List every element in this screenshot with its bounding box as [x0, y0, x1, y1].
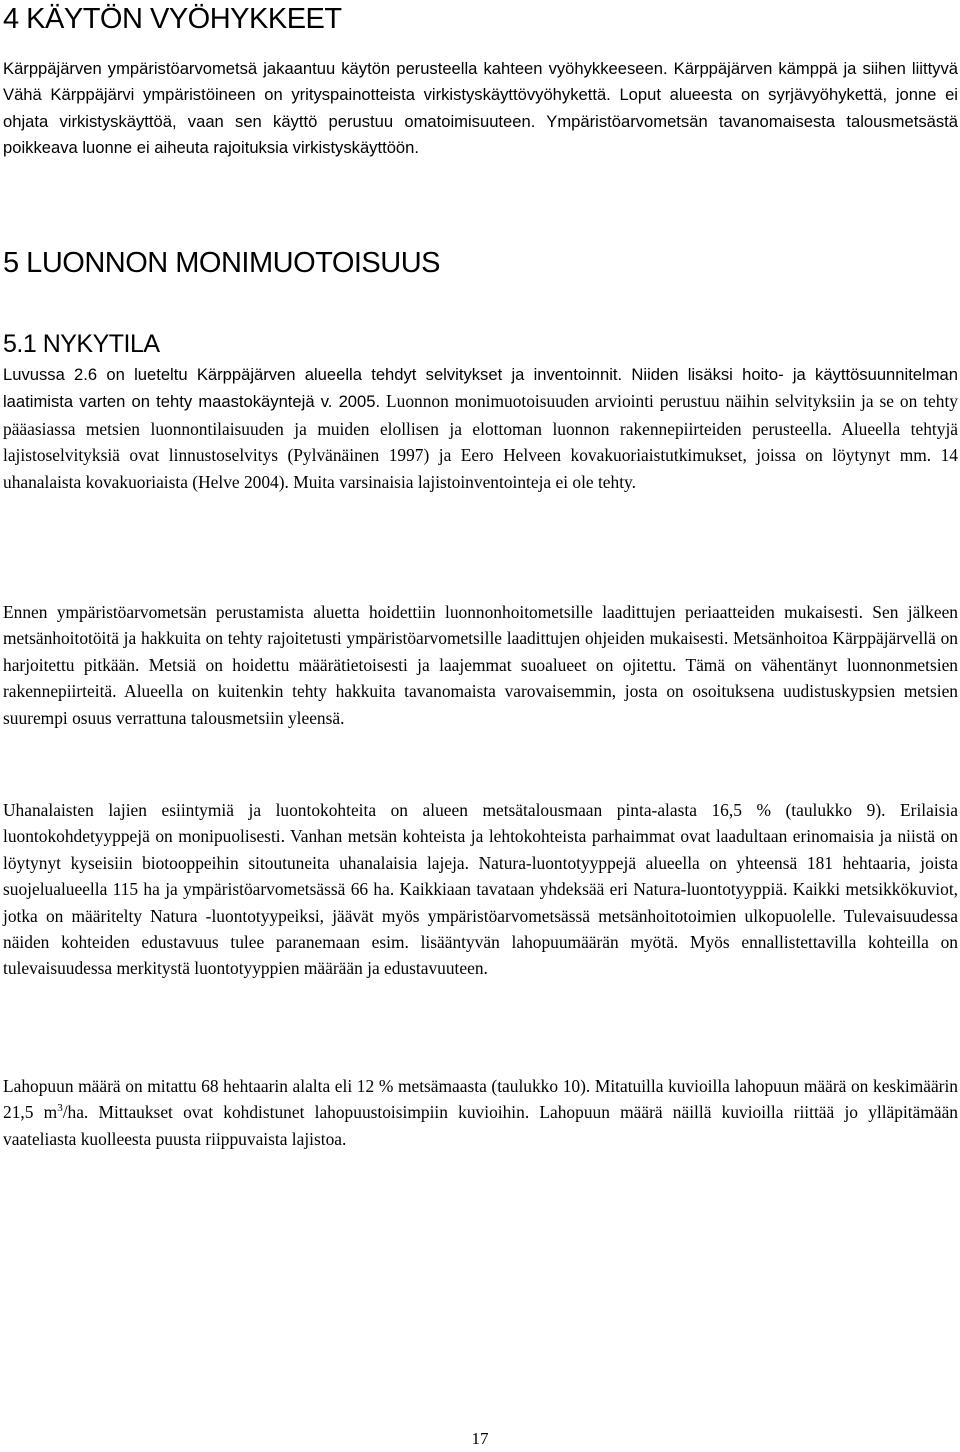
paragraph-3: Uhanalaisten lajien esiintymiä ja luontokohteita on alueen metsätalousmaan pinta-alasta 16,5 % (taulukko 9). Erilaisia luontokohdetyyppejä on monipuolisesti. Vanhan metsän kohteista ja lehtokohteista parhaimmat ovat laadultaan erinomaisia ja niistä on löytynyt kyseisiin biotooppeihin sitoutuneita uhanalaisia lajeja. Natura-luontotyyppejä alueella on yhteensä 181 hehtaaria, joista suojelualueella 115 ha ja ympäristöarvometsässä 66 ha. Kaikkiaan tavataan yhdeksää eri Natura-luontotyyppiä. Kaikki metsikkökuviot, jotka on määritelty Natura -luontotyypeiksi, jäävät myös ympäristöarvometsässä metsänhoitotoimien ulkopuolelle. Tulevaisuudessa näiden kohteiden edustavuus tulee paranemaan esim. lisääntyvän lahopuumäärän myötä. Myös ennallistettavilla kohteilla on tulevaisuudessa merkitystä luontotyyppien määrään ja edustavuuteen. — [3, 800, 958, 979]
paragraph-4-text-b: /ha. Mittaukset ovat kohdistunet lahopuustoisimpiin kuvioihin. Lahopuun määrä näillä kuvioilla riittää jo ylläpitämään vaateliasta kuolleesta puusta riippuvaista lajistoa. — [3, 1102, 959, 1149]
paragraph-2: Ennen ympäristöarvometsän perustamista aluetta hoidettiin luonnonhoitometsille laadittujen periaatteiden mukaisesti. Sen jälkeen metsänhoitotöitä ja hakkuita on tehty rajoitetusti ympäristöarvometsille laadittujen ohjeiden mukaisesti. Metsänhoitoa Kärppäjärvellä on harjoitettu pitkään. Metsiä on hoidettu määrätietoisesti ja laajemmat suoalueet on ojitettu. Tämä on vähentänyt luonnonmetsien rakennepiirteitä. Alueella on kuitenkin tehty hakkuita tavanomaista varovaisemmin, josta on osoituksena uudistuskypsien metsien suurempi osuus verrattuna talousmetsiin yleensä. — [3, 602, 958, 728]
paragraph-4 — [3, 1073, 958, 1152]
section-4-paragraph: Kärppäjärven ympäristöarvometsä jakaantuu käytön perusteella kahteen vyöhykkeeseen. Kärppäjärven kämppä ja siihen liittyvä Vähä Kärppäjärvi ympäristöineen on yrityspainotteista virkistyskäyttövyöhykettä. Loput alueesta on syrjävyöhykettä, jonne ei ohjata virkistyskäyttöä, vaan sen käyttö perustuu omatoimisuuteen. Ympäristöarvometsän tavanomaisesta talousmetsästä poikkeava luonne ei aiheuta rajoituksia virkistyskäyttöön. — [3, 59, 958, 158]
paragraph-1-serif: Luonnon monimuotoisuuden arviointi perustuu näihin selvityksiin ja se on tehty pääasiassa metsien luonnontilaisuuden ja muiden elollisen ja elottoman luonnon rakennepiirteiden perusteella. Alueella tehtyjä lajistoselvityksiä ovat linnustoselvitys (Pylvänäinen 1997) ja Eero Helveen kovakuoriaistutkimukset, joissa on löytynyt mm. 14 uhanalaista kovakuoriaista (Helve 2004). Muita varsinaisia lajistoinventointeja ei ole tehty. — [3, 391, 958, 492]
section-5-1-heading: 5.1 NYKYTILA — [3, 330, 160, 358]
superscript-3: 3 — [57, 1102, 63, 1115]
paragraph-4-text-a: Lahopuun määrä on mitattu 68 hehtaarin alalta eli 12 % metsämaasta (taulukko 10). Mitatuilla kuvioilla lahopuun määrä on keskimäärin 21,5 m — [3, 1076, 958, 1123]
section-5-heading: 5 LUONNON MONIMUOTOISUUS — [3, 247, 441, 279]
paragraph-1-sans: Luvussa 2.6 on lueteltu Kärppäjärven alueella tehdyt selvitykset ja inventoinnit. Niiden lisäksi hoito- ja käyttösuunnitelman laatimista varten on tehty maastokäyntejä v. 2005. — [3, 365, 958, 412]
paragraph-1 — [3, 361, 958, 495]
page-number: 17 — [471, 1429, 489, 1448]
section-4-heading: 4 KÄYTÖN VYÖHYKKEET — [3, 3, 342, 35]
